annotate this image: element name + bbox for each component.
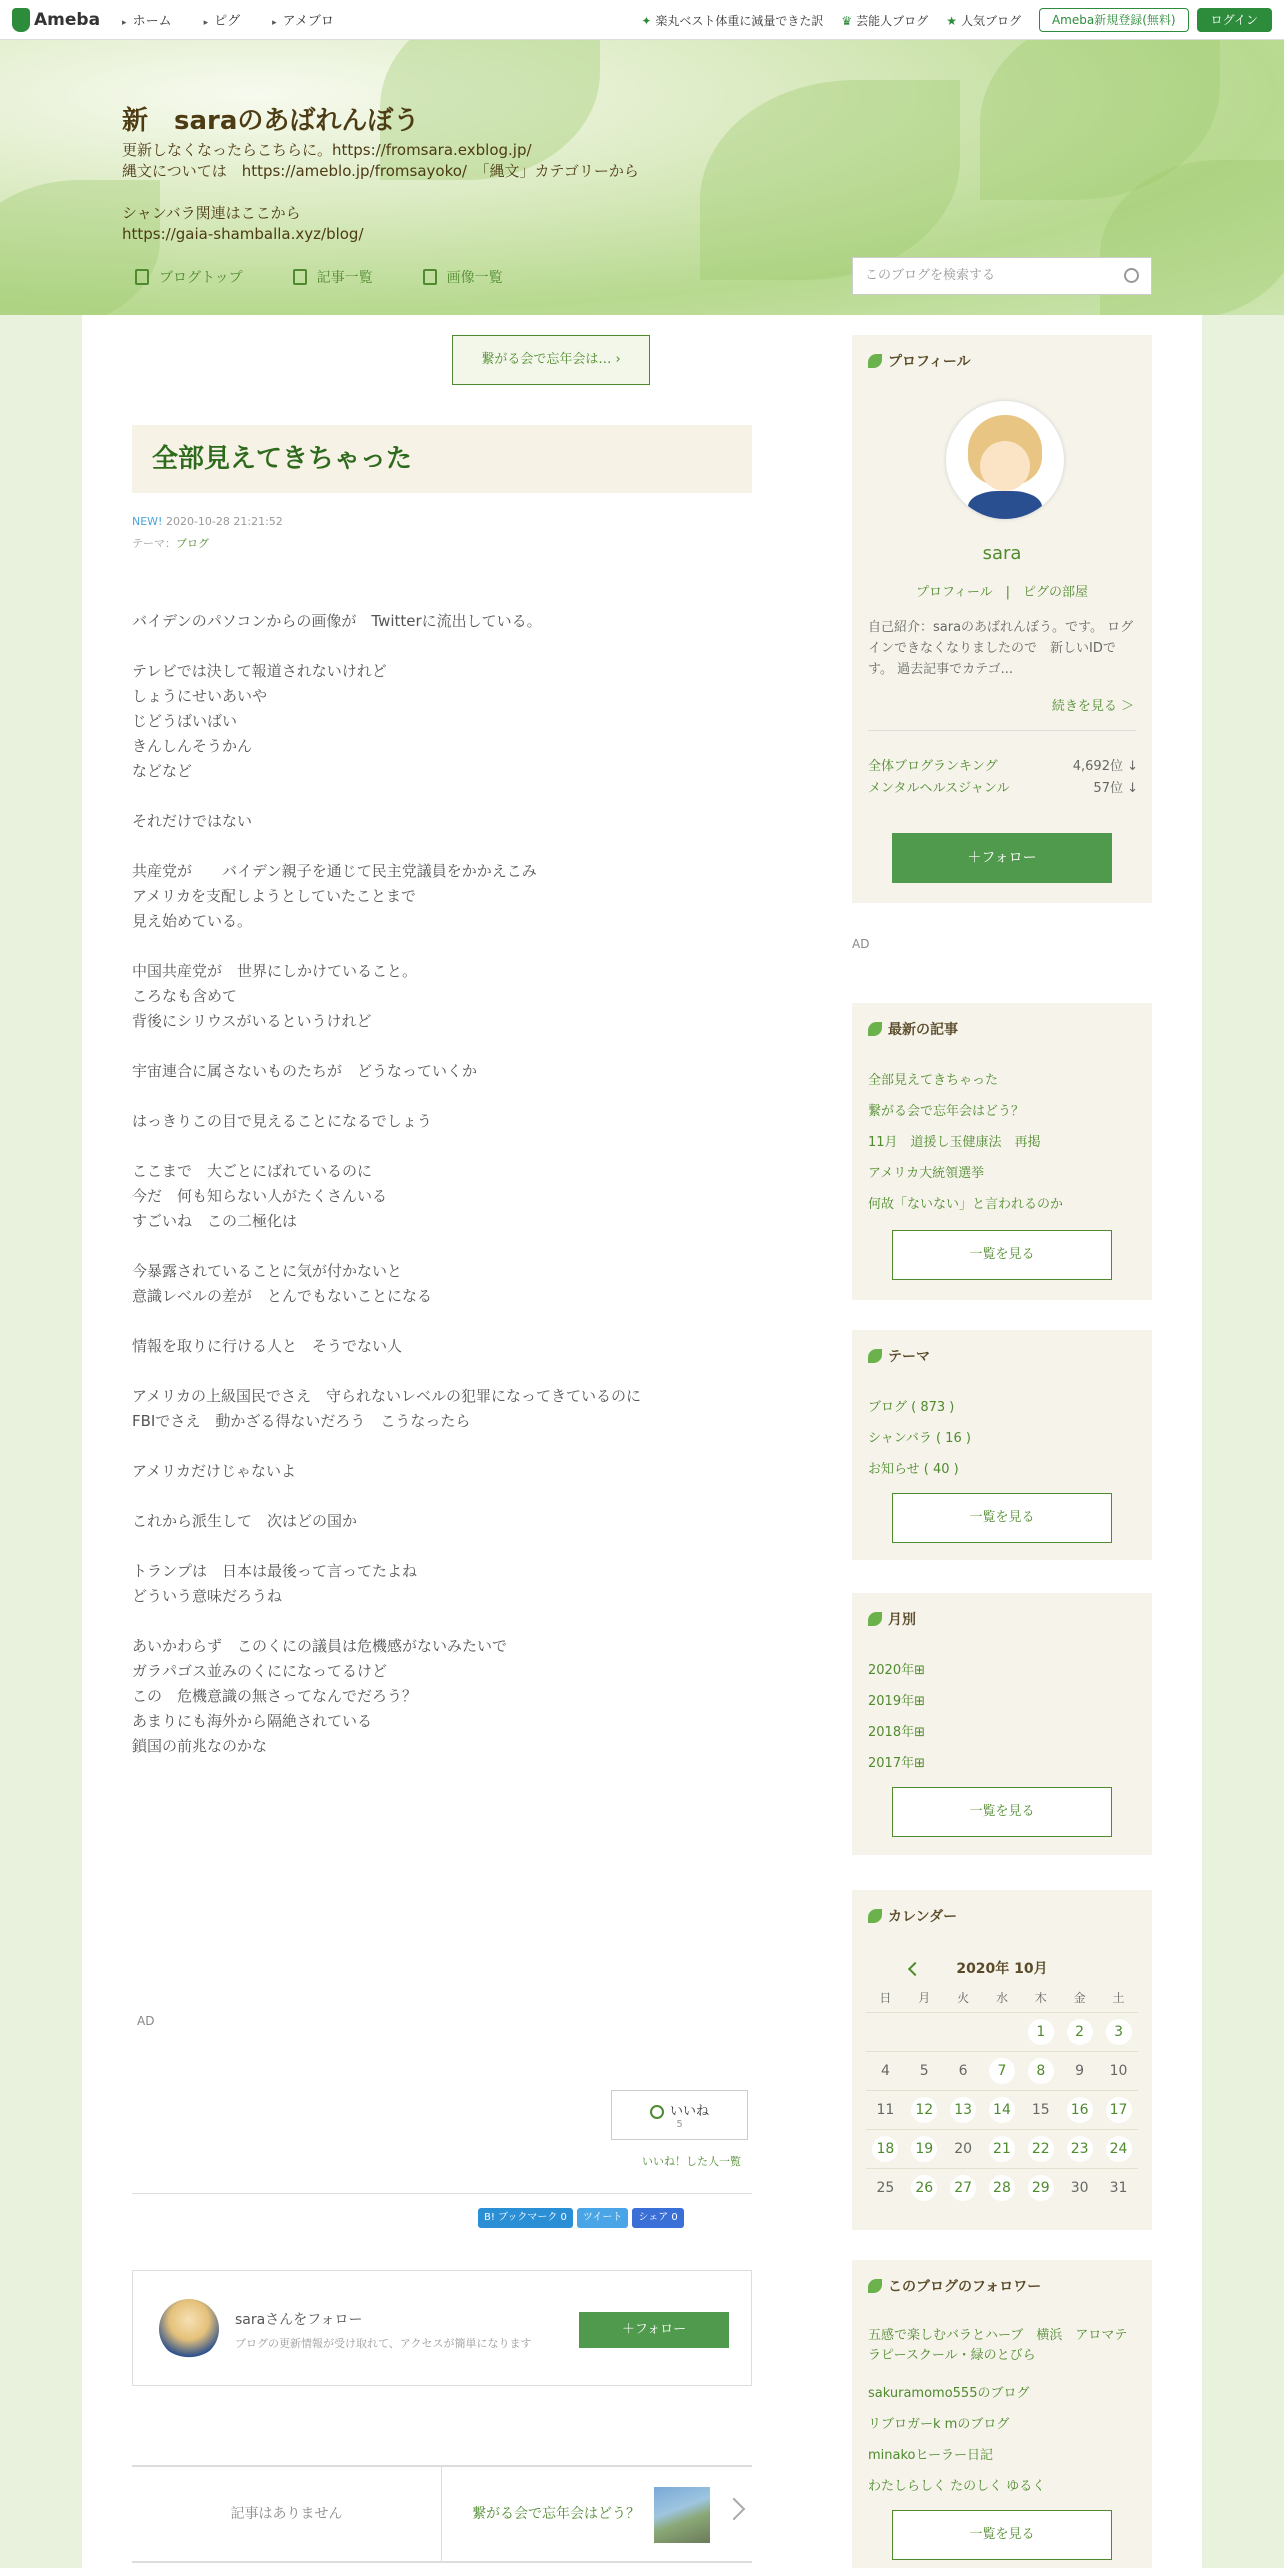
ranking-overall[interactable]: [868, 755, 1138, 774]
chevron-right-icon[interactable]: [723, 2498, 746, 2521]
calendar-grid: [866, 1984, 1138, 2207]
nav-ameblo[interactable]: ▸ アメブロ: [272, 10, 334, 29]
calendar-day: 20: [944, 2129, 983, 2168]
profile-heading: [868, 351, 971, 371]
facebook-share-button[interactable]: シェア 0: [632, 2208, 683, 2228]
calendar-day-link[interactable]: 16: [1067, 2097, 1093, 2123]
followers-widget: [852, 2260, 1152, 2568]
new-badge: NEW!: [132, 515, 163, 528]
like-count: 5: [676, 2119, 683, 2130]
theme-heading: [868, 1346, 930, 1366]
article-date: 2020-10-28 21:21:52: [165, 515, 283, 528]
calendar-empty-cell: [944, 2012, 983, 2051]
leaf-icon: [868, 1022, 882, 1036]
calendar-day[interactable]: [905, 2168, 944, 2207]
promo-label: 楽丸ベスト体重に減量できた訳: [655, 13, 824, 28]
calendar-day: 9: [1060, 2051, 1099, 2090]
rank-value: 4,692位 ↓: [1072, 759, 1138, 774]
monthly-widget: [852, 1593, 1152, 1855]
calendar-day-link[interactable]: 22: [1028, 2136, 1054, 2162]
calendar-day-link[interactable]: 17: [1106, 2097, 1132, 2123]
calendar-day[interactable]: [1060, 2012, 1099, 2051]
celebrity-label: 芸能人ブログ: [856, 13, 929, 28]
monthly-more-button[interactable]: 一覧を見る: [892, 1787, 1112, 1837]
global-header: [0, 0, 1284, 40]
sidebar-follow-button[interactable]: ＋フォロー: [892, 833, 1112, 883]
star-icon: ✦: [641, 13, 652, 28]
weekday-label: 火: [957, 1991, 970, 2006]
tab-blog-top[interactable]: [135, 267, 243, 287]
calendar-day-link[interactable]: 2: [1067, 2019, 1093, 2045]
month-item-2018[interactable]: [868, 1721, 925, 1740]
tab-label: 記事一覧: [316, 270, 373, 286]
profile-widget: [852, 335, 1152, 903]
calendar-day-link[interactable]: 1: [1028, 2019, 1054, 2045]
monthly-heading: [868, 1609, 916, 1629]
calendar-day[interactable]: [1021, 2012, 1060, 2051]
blog-search-input[interactable]: [852, 257, 1152, 295]
calendar-day: 31: [1099, 2168, 1138, 2207]
celebrity-blog-link[interactable]: [841, 12, 928, 29]
weekday-label: 木: [1034, 1991, 1047, 2006]
calendar-day: 5: [905, 2051, 944, 2090]
theme-more-button[interactable]: 一覧を見る: [892, 1493, 1112, 1543]
ad-label: AD: [137, 2014, 155, 2028]
avatar-shirt: [968, 491, 1042, 519]
recent-posts-widget: [852, 1003, 1152, 1300]
calendar-day[interactable]: [905, 2129, 944, 2168]
ameba-logo-icon: [12, 8, 30, 32]
promo-link[interactable]: [641, 12, 823, 29]
calendar-widget: [852, 1890, 1152, 2230]
logo-text: Ameba: [34, 9, 101, 30]
calendar-day: 15: [1021, 2090, 1060, 2129]
theme-label: テーマ：: [132, 537, 176, 550]
share-buttons: [474, 2208, 684, 2228]
calendar-empty-cell: [866, 2012, 905, 2051]
follow-box: [132, 2270, 752, 2386]
calendar-day-link[interactable]: 27: [950, 2175, 976, 2201]
next-article-link[interactable]: 繋がる会で忘年会はどう？: [472, 2506, 640, 2522]
calendar-day-link[interactable]: 26: [911, 2175, 937, 2201]
calendar-day-link[interactable]: 19: [911, 2136, 937, 2162]
calendar-day[interactable]: [944, 2090, 983, 2129]
plus-box-icon[interactable]: ⊞: [914, 1663, 925, 1678]
calendar-day-link[interactable]: 13: [950, 2097, 976, 2123]
heading-text: 月別: [888, 1612, 916, 1628]
follower-blog-link[interactable]: 五感で楽しむバラとハーブ 横浜 アロマテラピースクール・緑のとびら: [868, 2328, 1128, 2363]
like-label: いいね: [669, 2104, 709, 2119]
ranking-genre[interactable]: [868, 777, 1138, 796]
leaf-decoration: [700, 80, 960, 280]
weekday-label: 日: [879, 1991, 892, 2006]
calendar-day[interactable]: [983, 2051, 1022, 2090]
weekday-label: 月: [918, 1991, 931, 2006]
avatar: [159, 2299, 219, 2359]
calendar-day-link[interactable]: 14: [989, 2097, 1015, 2123]
tab-image-list[interactable]: [423, 267, 503, 287]
calendar-day[interactable]: [1060, 2090, 1099, 2129]
profile-avatar[interactable]: [946, 401, 1064, 519]
follower-blog-link[interactable]: わたしらしく たのしく ゆるく: [868, 2479, 1046, 2494]
calendar-day[interactable]: [866, 2129, 905, 2168]
sidebar-ad-label: AD: [852, 937, 870, 951]
heading-text: プロフィール: [888, 354, 971, 370]
profile-name[interactable]: sara: [982, 543, 1022, 564]
copy-icon: [293, 269, 307, 285]
search-placeholder: このブログを検索する: [865, 268, 996, 283]
follower-blog-link[interactable]: リブロガーk mのブログ: [868, 2417, 1010, 2432]
no-prev-article: 記事はありません: [132, 2467, 442, 2561]
leaf-icon: [868, 2279, 882, 2293]
follow-subtext: ブログの更新情報が受け取れて、アクセスが簡単になります: [235, 2337, 532, 2350]
month-label: 2017年: [868, 1756, 915, 1771]
article-body: バイデンのパソコンからの画像が Twitterに流出している。 テレビでは決して報道されないけれど しょうにせいあいや じどうばいばい きんしんそうかん などなど それだけではない 共産党が バイデン親子を通じて民主党議員をかかえこみ アメリカを支配しようとしていたことまで 見え始めている。 中国共産党が 世界にしかけていること。 ころなも含めて 背後にシリウスがいるというけれど 宇宙連合に属さないものたちが どうなっていくか はっきりこの目で見えることになるでしょう ここまで 大ごとにばれているのに 今だ 何も知らない人がたくさんいる すごいね この二極化は 今暴露されていることに気が付かないと 意識レベルの差が とんでもないことになる 情報を取りに行ける人と そうでない人 アメリカの上級国民でさえ 守られないレベルの犯罪になってきているのに FBIでさえ 動かざる得ないだろう こうなったら アメリカだけじゃないよ これから派生して 次はどの国か トランプは 日本は最後って言ってたよね どういう意味だろうね あいかわらず このくにの議員は危機感がないみたいで ガラパゴス並みのくにになってるけど この 危機意識の無さってなんでだろう？ あまりにも海外から隔絶されている 鎖国の前兆なのかな: [132, 612, 641, 1755]
calendar-empty-cell: [905, 2012, 944, 2051]
calendar-day[interactable]: [1099, 2012, 1138, 2051]
leaf-icon: [868, 1349, 882, 1363]
like-button[interactable]: [611, 2090, 748, 2140]
month-item-2020[interactable]: [868, 1659, 925, 1678]
calendar-day-link[interactable]: 29: [1028, 2175, 1054, 2201]
chevron-right-icon: ›: [615, 352, 621, 367]
star-icon: ★: [946, 13, 957, 28]
tab-label: 画像一覧: [446, 270, 503, 286]
divider: [132, 2193, 752, 2194]
leaf-icon: [868, 354, 882, 368]
nav-home[interactable]: ▸ ホーム: [122, 10, 172, 29]
calendar-day-link[interactable]: 18: [872, 2136, 898, 2162]
plus-box-icon[interactable]: ⊞: [914, 1756, 925, 1771]
theme-link[interactable]: ブログ: [176, 537, 209, 550]
calendar-day[interactable]: [1099, 2090, 1138, 2129]
heading-text: このブログのフォロワー: [888, 2279, 1042, 2295]
weekday-label: 土: [1112, 1991, 1125, 2006]
like-list-link[interactable]: いいね！した人一覧: [642, 2155, 741, 2168]
profile-links[interactable]: プロフィール | ピグの部屋: [915, 585, 1089, 600]
leaf-icon: [868, 1909, 882, 1923]
recent-post-link[interactable]: 何故「ないない」と言われるのか: [868, 1197, 1064, 1212]
calendar-day: 10: [1099, 2051, 1138, 2090]
month-item-2019[interactable]: [868, 1690, 925, 1709]
rank-label: メンタルヘルスジャンル: [868, 781, 1010, 796]
calendar-day: 30: [1060, 2168, 1099, 2207]
recent-post-link[interactable]: アメリカ大統領選挙: [868, 1166, 985, 1181]
theme-link[interactable]: お知らせ ( 40 ): [868, 1462, 959, 1477]
followers-more-button[interactable]: 一覧を見る: [892, 2510, 1112, 2560]
avatar-face: [980, 441, 1030, 491]
calendar-day: 4: [866, 2051, 905, 2090]
tweet-button[interactable]: ツイート: [577, 2208, 629, 2228]
follower-blog-link[interactable]: minakoヒーラー日記: [868, 2448, 993, 2463]
next-article-thumbnail[interactable]: [654, 2487, 710, 2543]
profile-more-link[interactable]: 続きを見る ＞: [1051, 699, 1134, 714]
crown-icon: ♛: [841, 13, 853, 28]
plus-box-icon[interactable]: ⊞: [914, 1725, 925, 1740]
hatena-bookmark-button[interactable]: B! ブックマーク 0: [478, 2208, 573, 2228]
calendar-day[interactable]: [1099, 2129, 1138, 2168]
profile-intro: 自己紹介：saraのあばれんぼう。です。 ログインできなくなりましたので 新しいIDです。 過去記事でカテゴ...: [868, 620, 1134, 677]
leaf-icon: [868, 1612, 882, 1626]
rank-label: 全体ブログランキング: [868, 759, 998, 774]
calendar-day-link[interactable]: 3: [1106, 2019, 1132, 2045]
weekday-label: 金: [1073, 1991, 1086, 2006]
content-area: [82, 315, 1202, 2568]
rank-value: 57位 ↓: [1093, 781, 1138, 796]
tab-entry-list[interactable]: [293, 267, 373, 287]
calendar-heading: [868, 1906, 957, 1926]
ameba-logo[interactable]: [12, 8, 100, 32]
calendar-day-link[interactable]: 7: [989, 2058, 1015, 2084]
month-label: 2020年: [868, 1663, 915, 1678]
theme-link[interactable]: ブログ ( 873 ): [868, 1400, 955, 1415]
calendar-day[interactable]: [1060, 2129, 1099, 2168]
blog-tabs: [135, 267, 553, 287]
calendar-day[interactable]: [983, 2090, 1022, 2129]
blog-title[interactable]: 新 saraのあばれんぼう: [122, 106, 420, 136]
calendar-day: 25: [866, 2168, 905, 2207]
blog-header: [0, 40, 1284, 315]
month-label: 2018年: [868, 1725, 915, 1740]
month-item-2017[interactable]: [868, 1752, 925, 1771]
divider: [868, 730, 1136, 731]
calendar-day-link[interactable]: 21: [989, 2136, 1015, 2162]
recent-heading: [868, 1019, 958, 1039]
calendar-day-link[interactable]: 24: [1106, 2136, 1132, 2162]
calendar-day[interactable]: [1021, 2129, 1060, 2168]
calendar-day[interactable]: [905, 2090, 944, 2129]
camera-icon: [423, 269, 437, 285]
prev-post-button[interactable]: [452, 335, 650, 385]
nav-pigg[interactable]: ▸ ピグ: [204, 10, 241, 29]
theme-link[interactable]: シャンバラ ( 16 ): [868, 1431, 971, 1446]
header-right: [623, 8, 1272, 32]
smile-icon: [650, 2105, 664, 2119]
prev-post-label: 繋がる会で忘年会は…: [481, 352, 612, 367]
followers-heading: [868, 2276, 1041, 2296]
blog-description: 更新しなくなったらこちらに。https://fromsara.exblog.jp/ 縄文については https://ameblo.jp/fromsayoko/ 「縄文」カテゴリーから シャンバラ関連はここから https://gaia-shamballa.xyz/blog/: [122, 141, 639, 243]
tab-label: ブログトップ: [159, 270, 243, 286]
follow-button[interactable]: ＋フォロー: [579, 2312, 729, 2348]
calendar-day-link[interactable]: 23: [1067, 2136, 1093, 2162]
recent-post-link[interactable]: 全部見えてきちゃった: [868, 1073, 999, 1088]
follow-title: saraさんをフォロー: [235, 2312, 363, 2328]
article-meta: [132, 511, 283, 555]
article-title[interactable]: 全部見えてきちゃった: [132, 425, 752, 493]
calendar-day: 6: [944, 2051, 983, 2090]
popular-label: 人気ブログ: [960, 13, 1021, 28]
calendar-day-link[interactable]: 28: [989, 2175, 1015, 2201]
global-nav: [122, 10, 366, 29]
article-pager: [132, 2465, 752, 2563]
calendar-day[interactable]: [944, 2168, 983, 2207]
calendar-day-link[interactable]: 8: [1028, 2058, 1054, 2084]
follower-blog-link[interactable]: sakuramomo555のブログ: [868, 2386, 1030, 2401]
theme-widget: [852, 1330, 1152, 1560]
recent-post-link[interactable]: 11月 道援し玉健康法 再掲: [868, 1135, 1041, 1150]
register-button[interactable]: Ameba新規登録(無料): [1039, 8, 1189, 32]
heading-text: テーマ: [888, 1349, 930, 1365]
month-label: 2019年: [868, 1694, 915, 1709]
calendar-day[interactable]: [1021, 2051, 1060, 2090]
heading-text: カレンダー: [888, 1909, 958, 1925]
document-icon: [135, 269, 149, 285]
calendar-day[interactable]: [983, 2129, 1022, 2168]
calendar-day[interactable]: [1021, 2168, 1060, 2207]
plus-box-icon[interactable]: ⊞: [914, 1694, 925, 1709]
login-button[interactable]: ログイン: [1197, 8, 1272, 32]
calendar-day: 11: [866, 2090, 905, 2129]
heading-text: 最新の記事: [888, 1022, 958, 1038]
calendar-day[interactable]: [983, 2168, 1022, 2207]
calendar-day-link[interactable]: 12: [911, 2097, 937, 2123]
recent-more-button[interactable]: 一覧を見る: [892, 1230, 1112, 1280]
weekday-label: 水: [995, 1991, 1008, 2006]
popular-blog-link[interactable]: [946, 12, 1021, 29]
recent-post-link[interactable]: 繋がる会で忘年会はどう？: [868, 1104, 1025, 1119]
calendar-empty-cell: [983, 2012, 1022, 2051]
calendar-month: 2020年 10月: [956, 1961, 1048, 1977]
search-icon[interactable]: [1124, 268, 1139, 283]
